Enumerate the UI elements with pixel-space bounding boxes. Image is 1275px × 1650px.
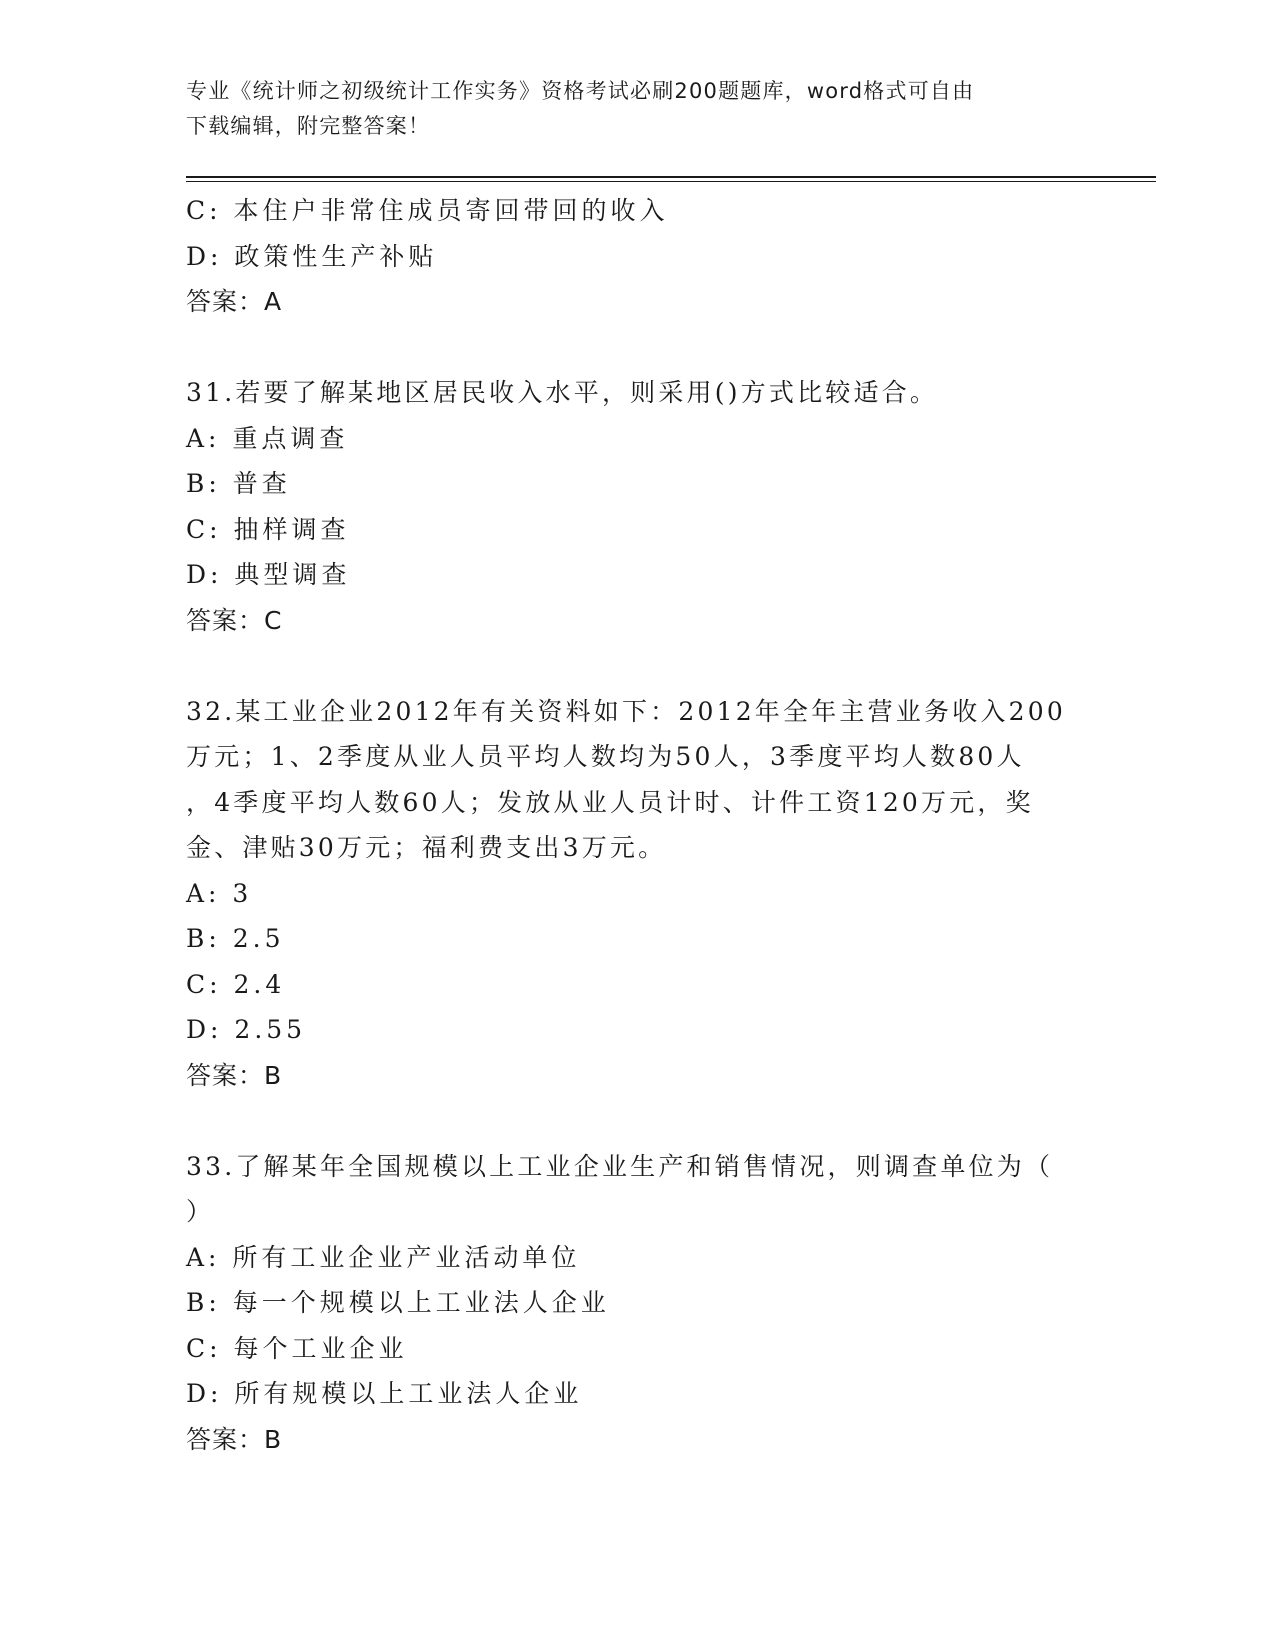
header-divider-thin bbox=[186, 181, 1156, 182]
option-a: A: 3 bbox=[186, 878, 253, 908]
answer-line: 答案：C bbox=[186, 605, 283, 635]
option-b: B: 普查 bbox=[186, 469, 291, 498]
option-c: C: 每个工业企业 bbox=[186, 1333, 408, 1363]
question-32 bbox=[186, 689, 1066, 1099]
option-c: C: 2.4 bbox=[186, 969, 286, 999]
header-divider-thick bbox=[186, 176, 1156, 178]
header-line-1: 专业《统计师之初级统计工作实务》资格考试必刷200题题库，word格式可自由 bbox=[186, 79, 975, 103]
stem-line: 33.了解某年全国规模以上工业企业生产和销售情况，则调查单位为（ bbox=[186, 1151, 1054, 1181]
previous-question-tail bbox=[186, 188, 1066, 325]
option-d: D: 2.55 bbox=[186, 1015, 307, 1044]
header-line-2: 下载编辑，附完整答案！ bbox=[186, 114, 431, 138]
question-content bbox=[186, 188, 1066, 1462]
spacer bbox=[186, 1098, 1066, 1144]
option-b: B: 2.5 bbox=[186, 924, 285, 953]
option-c: C: 本住户非常住成员寄回带回的收入 bbox=[186, 196, 669, 225]
option-b: B: 每一个规模以上工业法人企业 bbox=[186, 1288, 610, 1317]
stem-line: 万元；1、2季度从业人员平均人数均为50人，3季度平均人数80人 bbox=[186, 742, 1025, 771]
question-stem bbox=[186, 370, 1066, 416]
option-d: D: 典型调查 bbox=[186, 560, 351, 589]
stem-line: 金、津贴30万元；福利费支出3万元。 bbox=[186, 833, 667, 862]
spacer bbox=[186, 325, 1066, 371]
question-33 bbox=[186, 1144, 1066, 1463]
stem-line: 31.若要了解某地区居民收入水平，则采用()方式比较适合。 bbox=[186, 378, 939, 407]
answer-line: 答案：A bbox=[186, 287, 283, 316]
option-d: D: 政策性生产补贴 bbox=[186, 241, 438, 271]
spacer bbox=[186, 643, 1066, 689]
stem-line: ） bbox=[186, 1197, 215, 1226]
stem-line: ，4季度平均人数60人；发放从业人员计时、计件工资120万元，奖 bbox=[186, 787, 1034, 817]
question-stem bbox=[186, 689, 1066, 871]
page-header bbox=[186, 74, 1066, 144]
answer-line: 答案：B bbox=[186, 1424, 283, 1454]
option-c: C: 抽样调查 bbox=[186, 514, 350, 544]
stem-line: 32.某工业企业2012年有关资料如下：2012年全年主营业务收入200 bbox=[186, 696, 1066, 726]
question-stem bbox=[186, 1144, 1066, 1235]
option-a: A: 重点调查 bbox=[186, 423, 349, 453]
option-a: A: 所有工业企业产业活动单位 bbox=[186, 1242, 581, 1272]
option-d: D: 所有规模以上工业法人企业 bbox=[186, 1379, 583, 1408]
question-31 bbox=[186, 370, 1066, 643]
answer-line: 答案：B bbox=[186, 1060, 283, 1090]
